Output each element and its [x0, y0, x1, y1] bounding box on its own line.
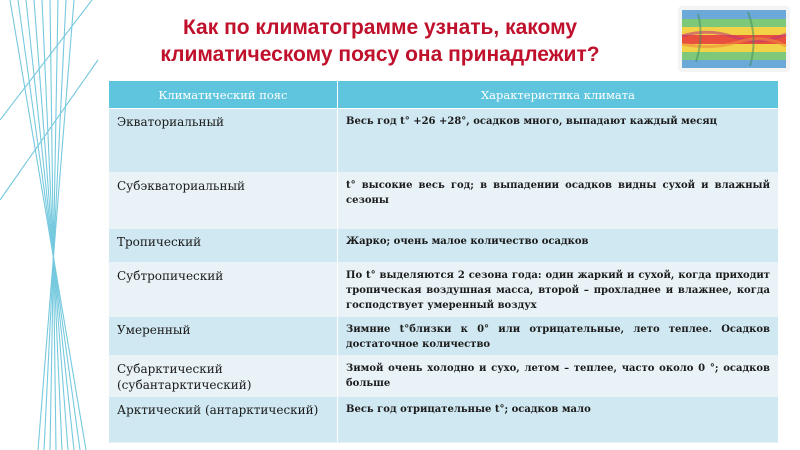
climate-table	[108, 80, 779, 443]
table-row	[109, 397, 779, 443]
zone-cell: Умеренный	[109, 317, 338, 356]
zone-cell: Экваториальный	[109, 109, 338, 173]
description-cell: Жарко; очень малое количество осадков	[338, 229, 779, 263]
table-row	[109, 263, 779, 317]
description-cell: По t° выделяются 2 сезона года: один жаркий и сухой, когда приходит тропическая воздушная масса, второй – прохладнее и влажнее, когда господствует умеренный воздух	[338, 263, 779, 317]
description-cell: Весь год отрицательные t°; осадков мало	[338, 397, 779, 443]
zone-cell: Субэкваториальный	[109, 173, 338, 229]
climate-map-image	[678, 6, 790, 72]
table-header-row	[109, 81, 779, 109]
zone-cell: Субтропический	[109, 263, 338, 317]
decorative-stripes	[0, 0, 100, 450]
header-zone: Климатический пояс	[109, 81, 338, 109]
zone-cell: Арктический (антарктический)	[109, 397, 338, 443]
zone-cell: Субарктический (субантарктический)	[109, 356, 338, 397]
table-row	[109, 109, 779, 173]
table-row	[109, 173, 779, 229]
description-cell: Зимние t°близки к 0° или отрицательные, лето теплее. Осадков достаточное количество	[338, 317, 779, 356]
page-title: Как по климатограмме узнать, какому климатическому поясу она принадлежит?	[160, 16, 600, 66]
zone-cell: Тропический	[109, 229, 338, 263]
description-cell: Зимой очень холодно и сухо, летом – теплее, часто около 0 °; осадков больше	[338, 356, 779, 397]
description-cell: t° высокие весь год; в выпадении осадков видны сухой и влажный сезоны	[338, 173, 779, 229]
header-characteristics: Характеристика климата	[338, 81, 779, 109]
table-row	[109, 229, 779, 263]
table-row	[109, 317, 779, 356]
table-row	[109, 356, 779, 397]
description-cell: Весь год t° +26 +28°, осадков много, выпадают каждый месяц	[338, 109, 779, 173]
